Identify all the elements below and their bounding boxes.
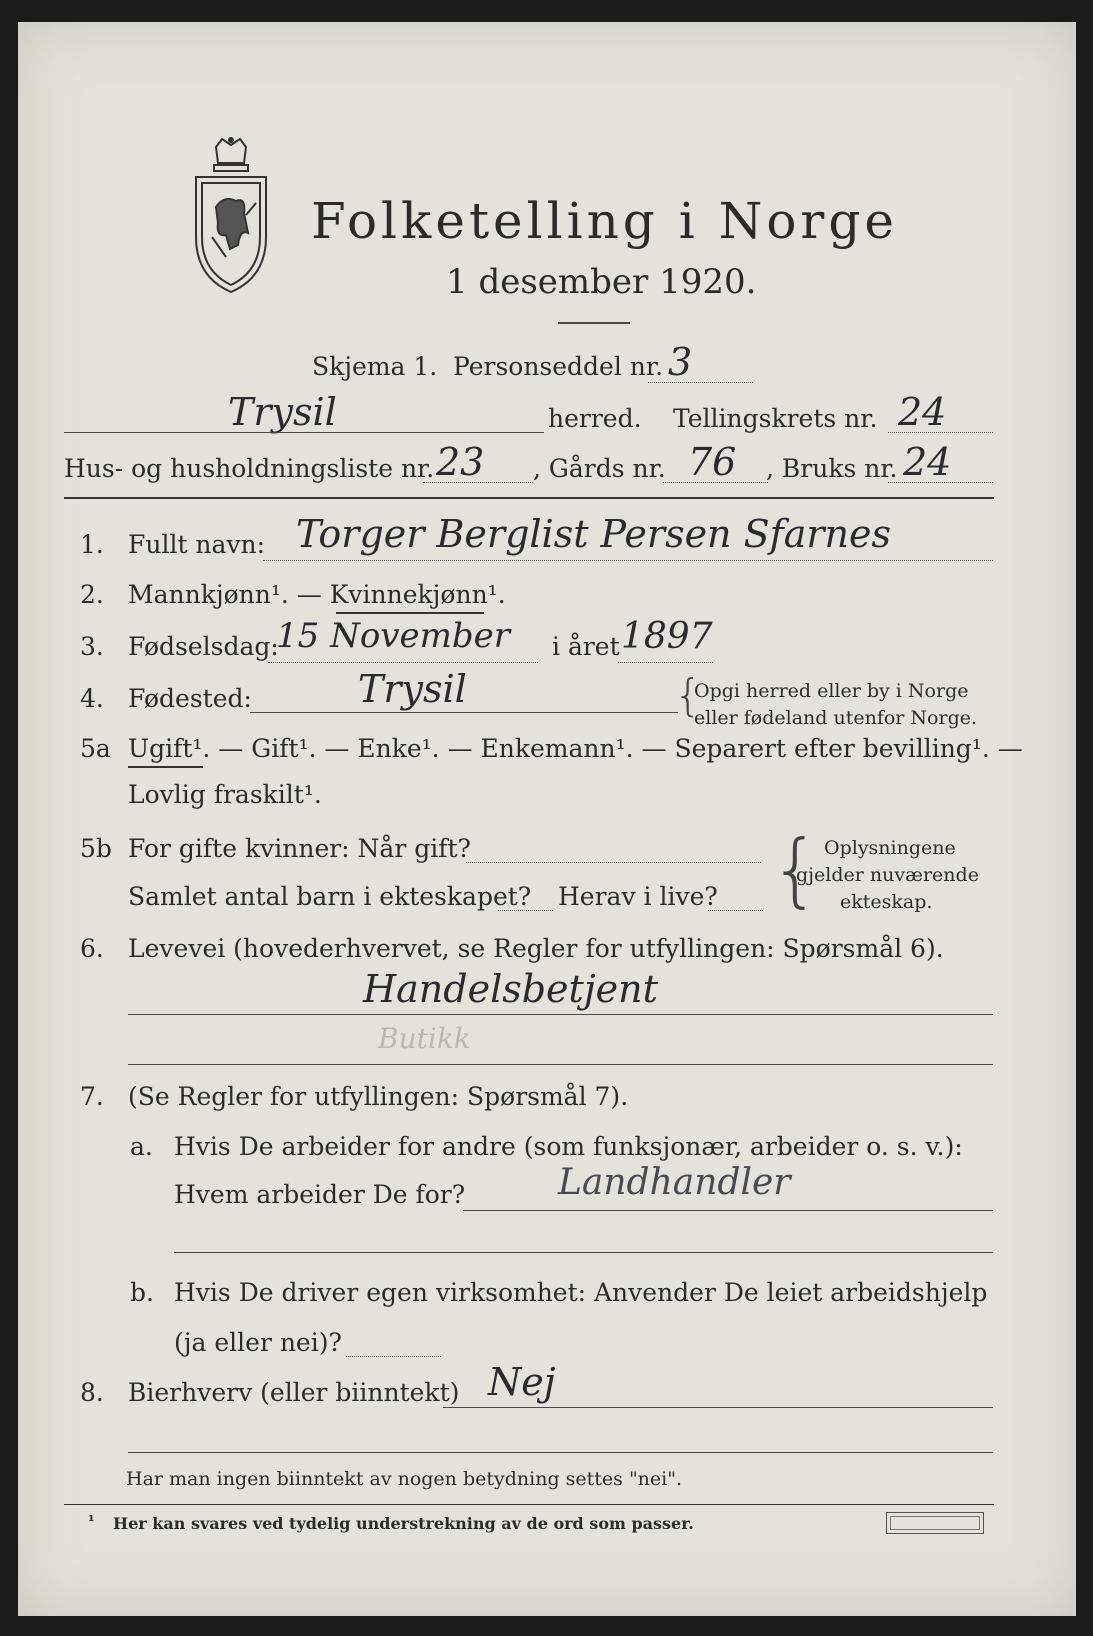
q5b-married-label: For gifte kvinner: Når gift? [128, 834, 471, 863]
q3-number: 3. [80, 632, 104, 661]
q5b-alive-label: Herav i live? [558, 882, 718, 911]
q3-label: Fødselsdag: [128, 632, 279, 661]
q7-number: 7. [80, 1082, 104, 1111]
personseddel-label: Personseddel nr. [453, 352, 664, 381]
q8-label: Bierhverv (eller biinntekt) [128, 1378, 460, 1407]
tellingskrets-line [888, 432, 993, 433]
full-name-line [263, 560, 993, 561]
side-income-line-2 [128, 1452, 993, 1453]
birthdate-value[interactable]: 15 November [276, 616, 510, 656]
q5b-brace: { [770, 823, 821, 916]
footnote-text: Her kan svares ved tydelig understrekning av de ord som passer. [113, 1514, 694, 1533]
bruks-line [888, 482, 993, 483]
q4-label: Fødested: [128, 684, 252, 713]
herred-value[interactable]: Trysil [228, 390, 337, 434]
employer-line-2 [174, 1252, 993, 1253]
birth-year-line [618, 662, 713, 663]
tellingskrets-label: Tellingskrets nr. [673, 404, 878, 433]
side-income-line [443, 1407, 993, 1408]
husliste-value[interactable]: 23 [436, 440, 485, 484]
census-form-page [18, 22, 1076, 1616]
q7a-line1: Hvis De arbeider for andre (som funksjonær, arbeider o. s. v.): [174, 1132, 963, 1161]
hired-help-line [346, 1356, 441, 1357]
full-name-value[interactable]: Torger Berglist Persen Sfarnes [296, 512, 891, 556]
occupation-value[interactable]: Handelsbetjent [363, 967, 658, 1011]
marital-selection-underline [128, 766, 203, 768]
q6-label: Levevei (hovederhvervet, se Regler for utfyllingen: Spørsmål 6). [128, 934, 944, 963]
title-divider [558, 322, 630, 324]
gards-line [663, 482, 768, 483]
employer-value[interactable]: Landhandler [558, 1162, 791, 1203]
q8-number: 8. [80, 1378, 104, 1407]
q7b-line2: (ja eller nei)? [174, 1328, 342, 1357]
q5b-children-label: Samlet antal barn i ekteskapet? [128, 882, 532, 911]
gards-label: , Gårds nr. [533, 454, 666, 483]
employer-line-1 [463, 1210, 993, 1211]
census-date: 1 desember 1920. [446, 262, 757, 302]
birthplace-value[interactable]: Trysil [358, 667, 467, 711]
page-title: Folketelling i Norge [311, 192, 898, 250]
q7-label: (Se Regler for utfyllingen: Spørsmål 7). [128, 1082, 629, 1111]
footer-note: Har man ingen biinntekt av nogen betydning settes "nei". [126, 1468, 683, 1490]
q1-number: 1. [80, 530, 104, 559]
gards-value[interactable]: 76 [688, 440, 737, 484]
q4-number: 4. [80, 684, 104, 713]
q2-number: 2. [80, 580, 104, 609]
footer-rule [64, 1504, 994, 1505]
schema-label: Skjema 1. [312, 352, 438, 381]
birthplace-line [250, 712, 678, 713]
q7a-line2: Hvem arbeider De for? [174, 1180, 466, 1209]
footnote-mark: ¹ [88, 1512, 95, 1530]
bruks-value[interactable]: 24 [903, 440, 952, 484]
personseddel-value[interactable]: 3 [668, 340, 693, 384]
tellingskrets-value[interactable]: 24 [898, 390, 947, 434]
gender-selection-underline [336, 612, 484, 614]
printer-stamp [886, 1512, 984, 1534]
q7a-letter: a. [130, 1132, 153, 1161]
herred-label: herred. [548, 404, 642, 433]
birth-year-label: i året [552, 632, 620, 661]
personseddel-line [648, 382, 753, 383]
q5b-note-line2: gjelder nuværende [796, 864, 979, 886]
header-rule [64, 497, 994, 499]
occupation-line-1 [128, 1014, 993, 1015]
marital-status-options: Ugift¹. — Gift¹. — Enke¹. — Enkemann¹. — Separert efter bevilling¹. — [128, 734, 1023, 763]
q6-number: 6. [80, 934, 104, 963]
q4-note-line1: Opgi herred eller by i Norge [694, 680, 969, 702]
q4-note-line2: eller fødeland utenfor Norge. [694, 707, 978, 729]
q7b-line1: Hvis De driver egen virksomhet: Anvender De leiet arbeidshjelp [174, 1278, 988, 1307]
herred-line [64, 432, 544, 433]
marital-status-options-cont: Lovlig fraskilt¹. [128, 780, 322, 809]
husliste-label: Hus- og husholdningsliste nr. [64, 454, 435, 483]
birth-year-value[interactable]: 1897 [621, 616, 713, 657]
married-date-line [466, 862, 761, 863]
q5b-note-line1: Oplysningene [824, 837, 956, 859]
q7b-letter: b. [130, 1278, 154, 1307]
q5b-note-line3: ekteskap. [840, 891, 933, 913]
q1-label: Fullt navn: [128, 530, 266, 559]
husliste-line [423, 482, 533, 483]
children-total-line [498, 910, 553, 911]
birthdate-line [268, 662, 538, 663]
occupation-faint-note: Butikk [378, 1022, 471, 1055]
q5b-number: 5b [80, 834, 112, 863]
children-alive-line [708, 910, 763, 911]
side-income-value[interactable]: Nej [488, 1360, 556, 1404]
bruks-label: , Bruks nr. [766, 454, 898, 483]
occupation-line-2 [128, 1064, 993, 1065]
q5a-number: 5a [80, 734, 111, 763]
gender-options: Mannkjønn¹. — Kvinnekjønn¹. [128, 580, 506, 609]
q4-brace: { [674, 670, 702, 721]
norwegian-lion-shield-icon [186, 137, 276, 297]
